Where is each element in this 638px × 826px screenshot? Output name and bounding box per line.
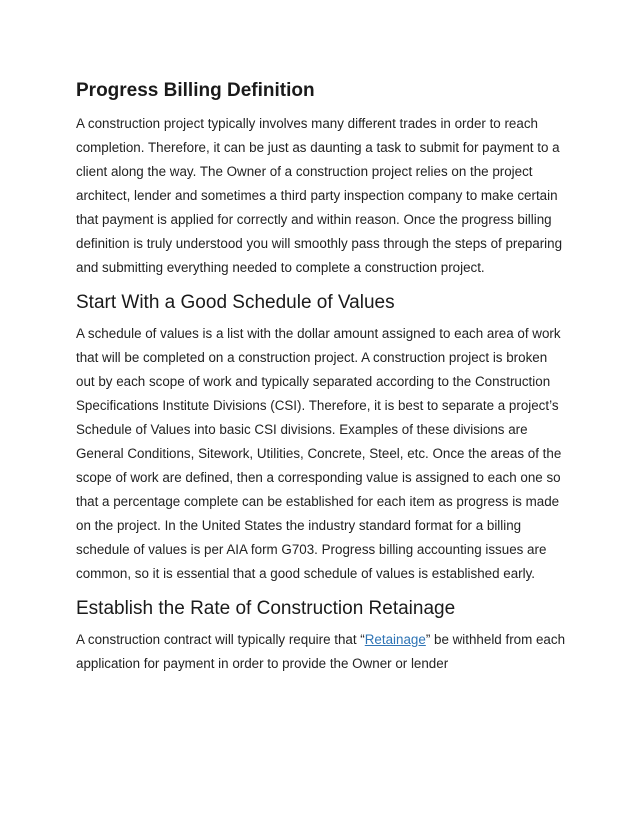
document-page [76,78,568,676]
retainage-link[interactable]: Retainage [364,632,426,647]
retainage-text-after-link: ” be withheld from each application for payment in order to provide the Owner or lender [76,632,566,671]
section-heading-retainage: Establish the Rate of Construction Retainage [76,598,456,619]
section-heading-schedule-of-values: Start With a Good Schedule of Values [76,292,395,313]
retainage-paragraph [76,628,568,676]
schedule-of-values-paragraph: A schedule of values is a list with the dollar amount assigned to each area of work that will be completed on a construction project. A construction project is broken out by each scope of work and typically separated according to the Construction Specifications Institute Divisions (CSI). Therefore, it is best to separate a project’s Schedule of Values into basic CSI divisions. Examples of these divisions are General Conditions, Sitework, Utilities, Concrete, Steel, etc. Once the areas of the scope of work are defined, then a corresponding value is assigned to each one so that a percentage complete can be established for each item as progress is made on the project. In the United States the industry standard format for a billing schedule of values is per AIA form G703. Progress billing accounting issues are common, so it is essential that a good schedule of values is established early. [76,326,562,581]
retainage-text-before-link: A construction contract will typically require that “ [76,632,365,647]
intro-paragraph: A construction project typically involves many different trades in order to reach completion. Therefore, it can be just as daunting a task to submit for payment to a client along the way. The Owner of a construction project relies on the project architect, lender and sometimes a third party inspection company to make certain that payment is applied for correctly and within reason. Once the progress billing definition is truly understood you will smoothly pass through the steps of preparing and submitting everything needed to complete a construction project. [76,116,563,275]
page-title: Progress Billing Definition [76,80,315,101]
